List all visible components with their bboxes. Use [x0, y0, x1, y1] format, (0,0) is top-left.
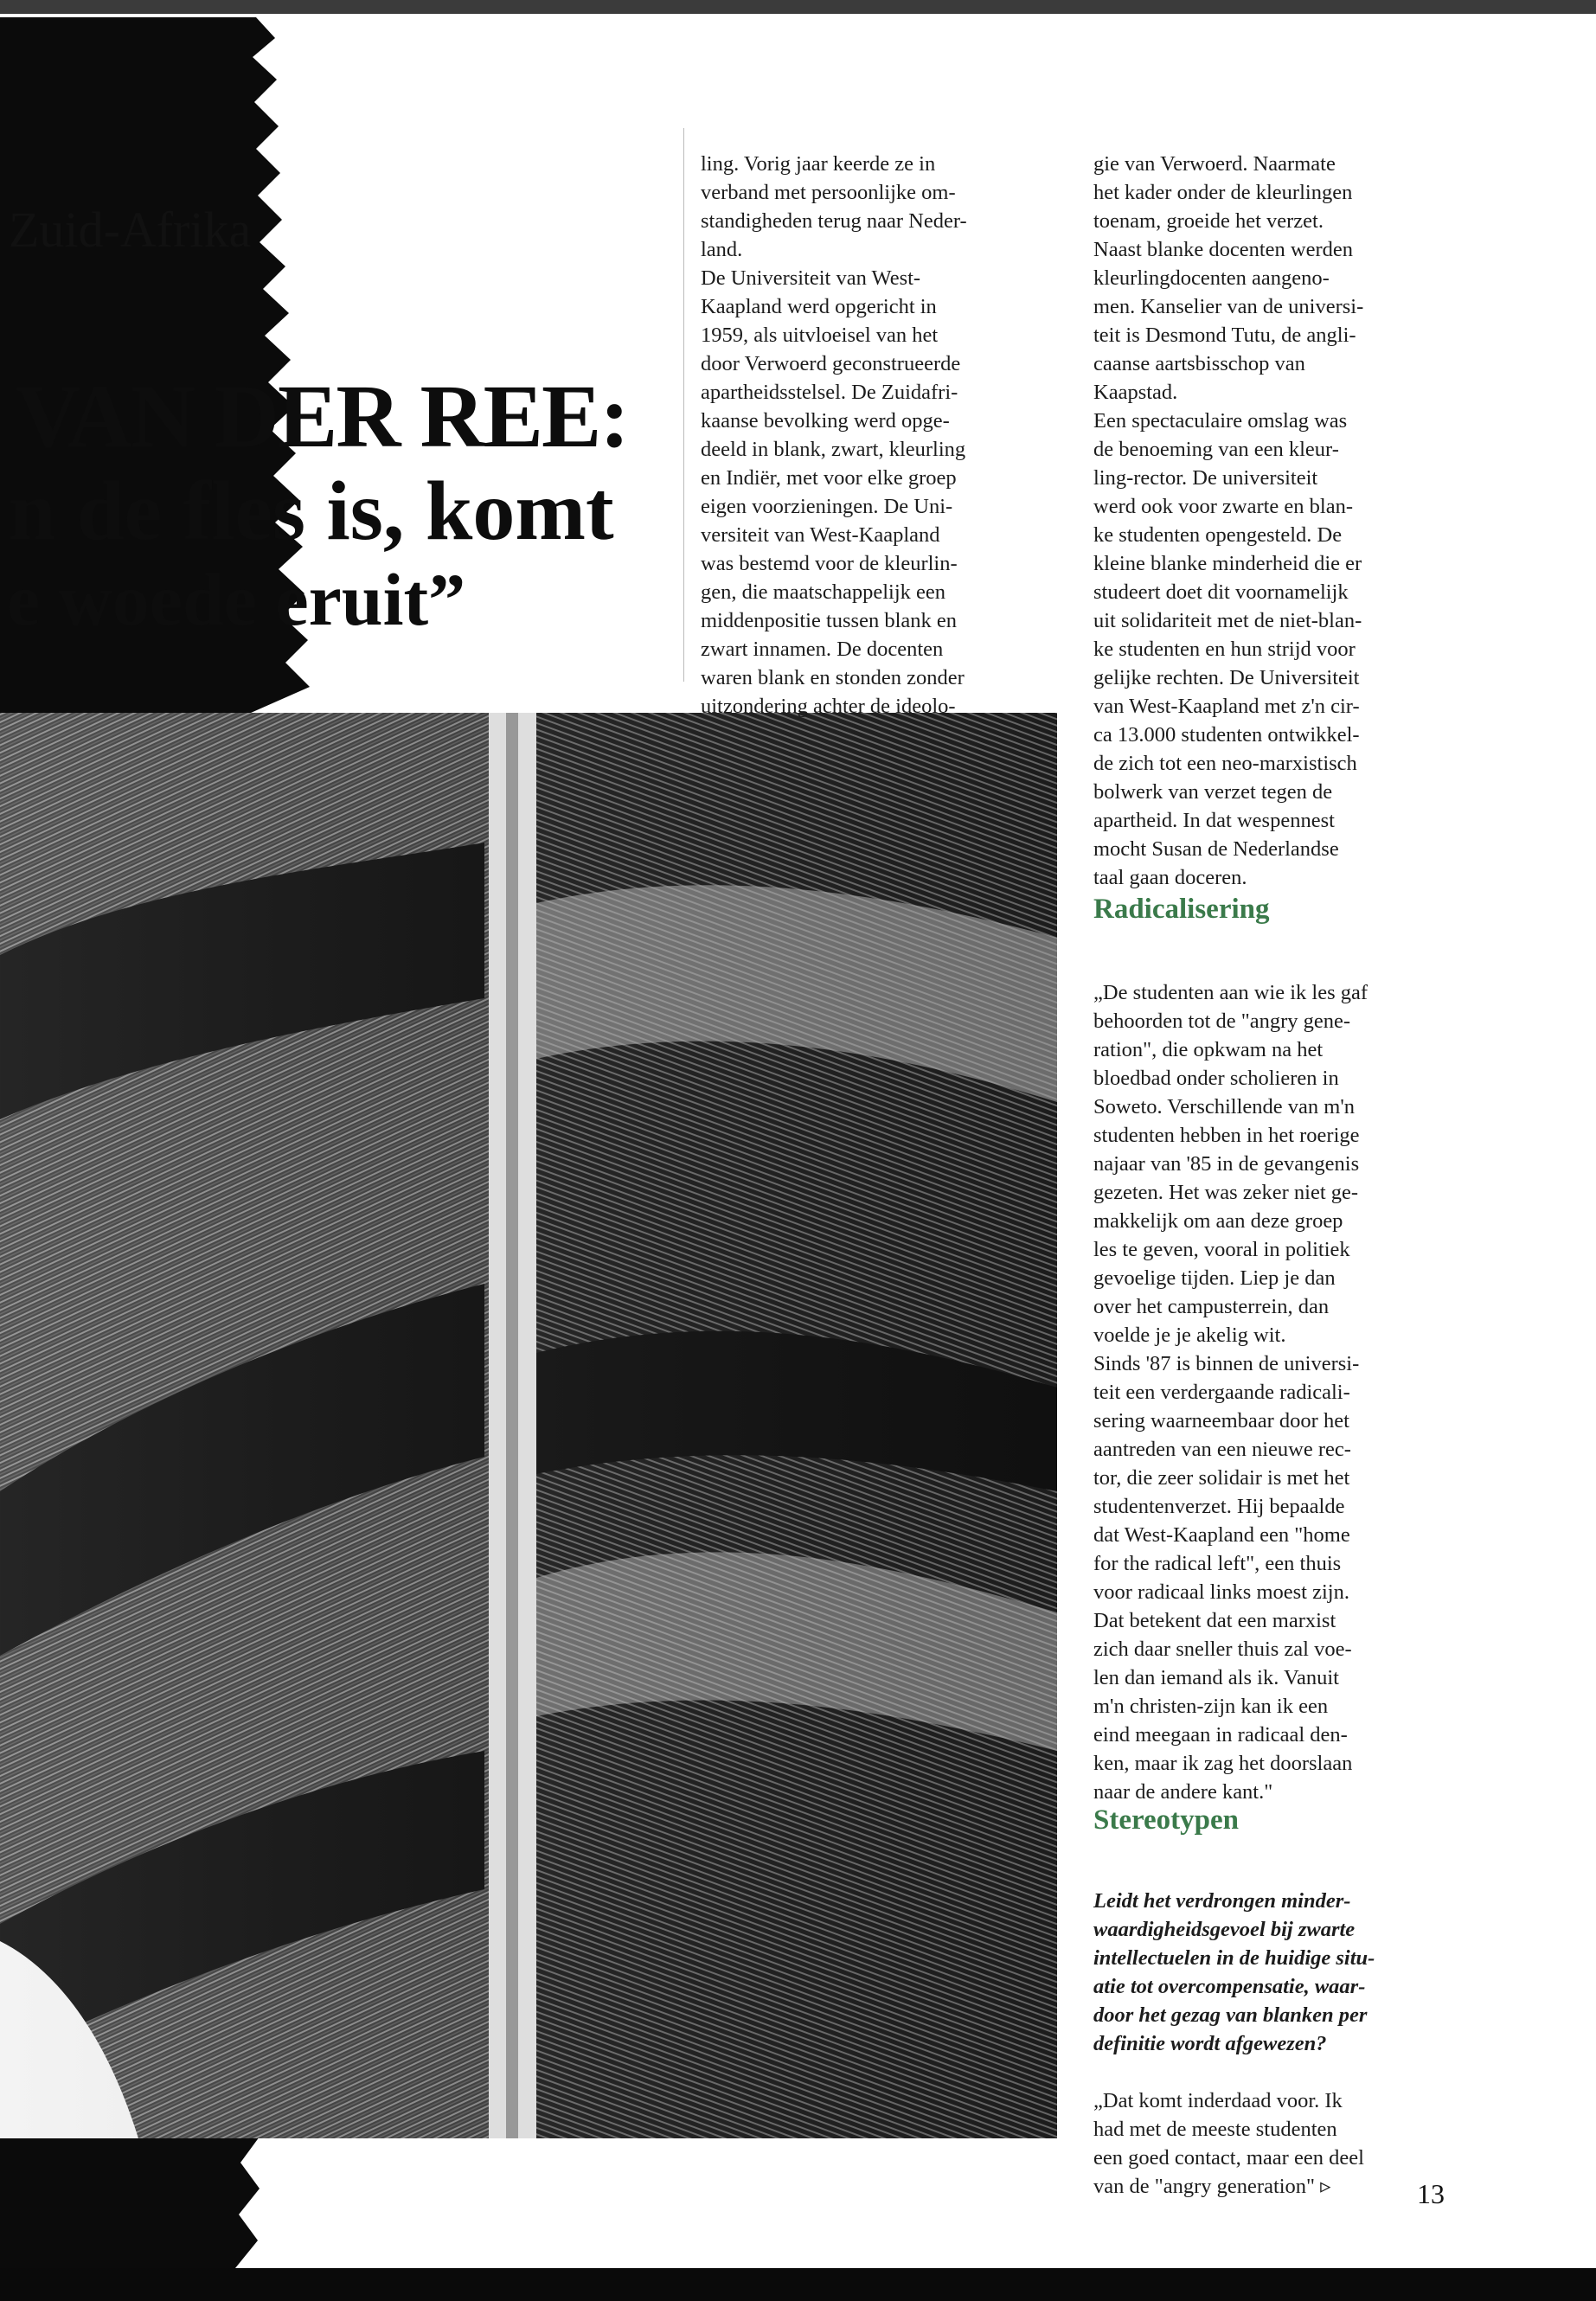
- section-kicker: Zuid-Afrika: [9, 202, 252, 258]
- stereotypen-text: „Dat komt inderdaad voor. Ik had met de meeste studenten een goed contact, maar een deel van de "angry generation" ▹: [1093, 2089, 1364, 2198]
- subhead-stereotypen: Stereotypen: [1093, 1804, 1240, 1836]
- page-number: 13: [1417, 2178, 1445, 2209]
- headline: [0, 367, 657, 641]
- headline-line-1: VAN DER REE:: [16, 367, 628, 466]
- bottom-border: [0, 2268, 1596, 2301]
- article-column-1: [701, 121, 1047, 749]
- subhead-radicalisering: Radicalisering: [1093, 894, 1270, 925]
- article-column-2-section-3: [1093, 1858, 1465, 2229]
- column-2-text: gie van Verwoerd. Naarmate het kader onder de kleurlingen toenam, groeide het verzet. Naast blanke docenten werden kleurlingdocenten aangeno- men. Kanselier van de universi- teit is Desmond Tutu, de angli- caanse aartsbisschop van Kaapstad. Een spectaculaire omslag was de benoeming van een kleur- ling-rector. De universiteit werd ook voor zwarte en blan- ke studenten opengesteld. De kleine blanke minderheid die er studeert doet dit voornamelijk uit solidariteit met de niet-blan- ke studenten en hun strijd voor gelijke rechten. De Universiteit van West-Kaapland met z'n cir- ca 13.000 studenten ontwikkel- de zich tot een neo-marxistisch bolwerk van verzet tegen de apartheid. In dat wespennest mocht Susan de Nederlandse taal gaan doceren.: [1093, 152, 1364, 889]
- column-divider: [683, 128, 684, 682]
- radicalisering-text: „De studenten aan wie ik les gaf behoorden tot de "angry gene- ration", die opkwam na het bloedbad onder scholieren in Soweto. Verschillende van m'n studenten hebben in het roerige najaar van '85 in de gevangenis gezeten. Het was zeker niet ge- makkelijk om aan deze groep les te geven, vooral in politiek gevoelige tijden. Liep je dan over het campusterrein, dan voelde je je akelig wit. Sinds '87 is binnen de universi- teit een verdergaande radicali- sering waarneembaar door het aantreden van een nieuwe rec- tor, die zeer solidair is met het studentenverzet. Hij bepaalde dat West-Kaapland een "home for the radical left", een thuis voor radicaal links moest zijn. Dat betekent dat een marxist zich daar sneller thuis zal voe- len dan iemand als ik. Vanuit m'n christen-zijn kan ik een eind meegaan in radicaal den- ken, maar ik zag het doorslaan naar de andere kant.": [1093, 981, 1368, 1804]
- article-column-2-section-2: [1093, 950, 1457, 1835]
- interview-question: Leidt het verdrongen minder- waardigheidsgevoel bij zwarte intellectuelen in de huidige situ- atie tot overcompensatie, waar- door het gezag van blanken per definitie wordt afgewezen?: [1093, 1889, 1375, 2055]
- headline-line-2: n de fles is, komt: [9, 465, 614, 558]
- column-1-text: ling. Vorig jaar keerde ze in verband met persoonlijke om- standigheden terug naar Neder- land. De Universiteit van West- Kaapland werd opgericht in 1959, als uitvloeisel van het door Verwoerd geconstrueerde apartheidsstelsel. De Zuidafri- kaanse bevolking werd opge- deeld in blank, zwart, kleurling en Indiër, met voor elke groep eigen voorzieningen. De Uni- versiteit van West-Kaapland was bestemd voor de kleurlin- gen, die maatschappelijk een middenpositie tussen blank en zwart innamen. De docenten waren blank en stonden zonder uitzondering achter de ideolo-: [701, 152, 967, 718]
- woven-fabric-photo: [0, 713, 1057, 2138]
- headline-line-3: e woede eruit”: [7, 558, 466, 641]
- fabric-photo-graphic: [0, 713, 1057, 2138]
- article-column-2: [1093, 121, 1457, 920]
